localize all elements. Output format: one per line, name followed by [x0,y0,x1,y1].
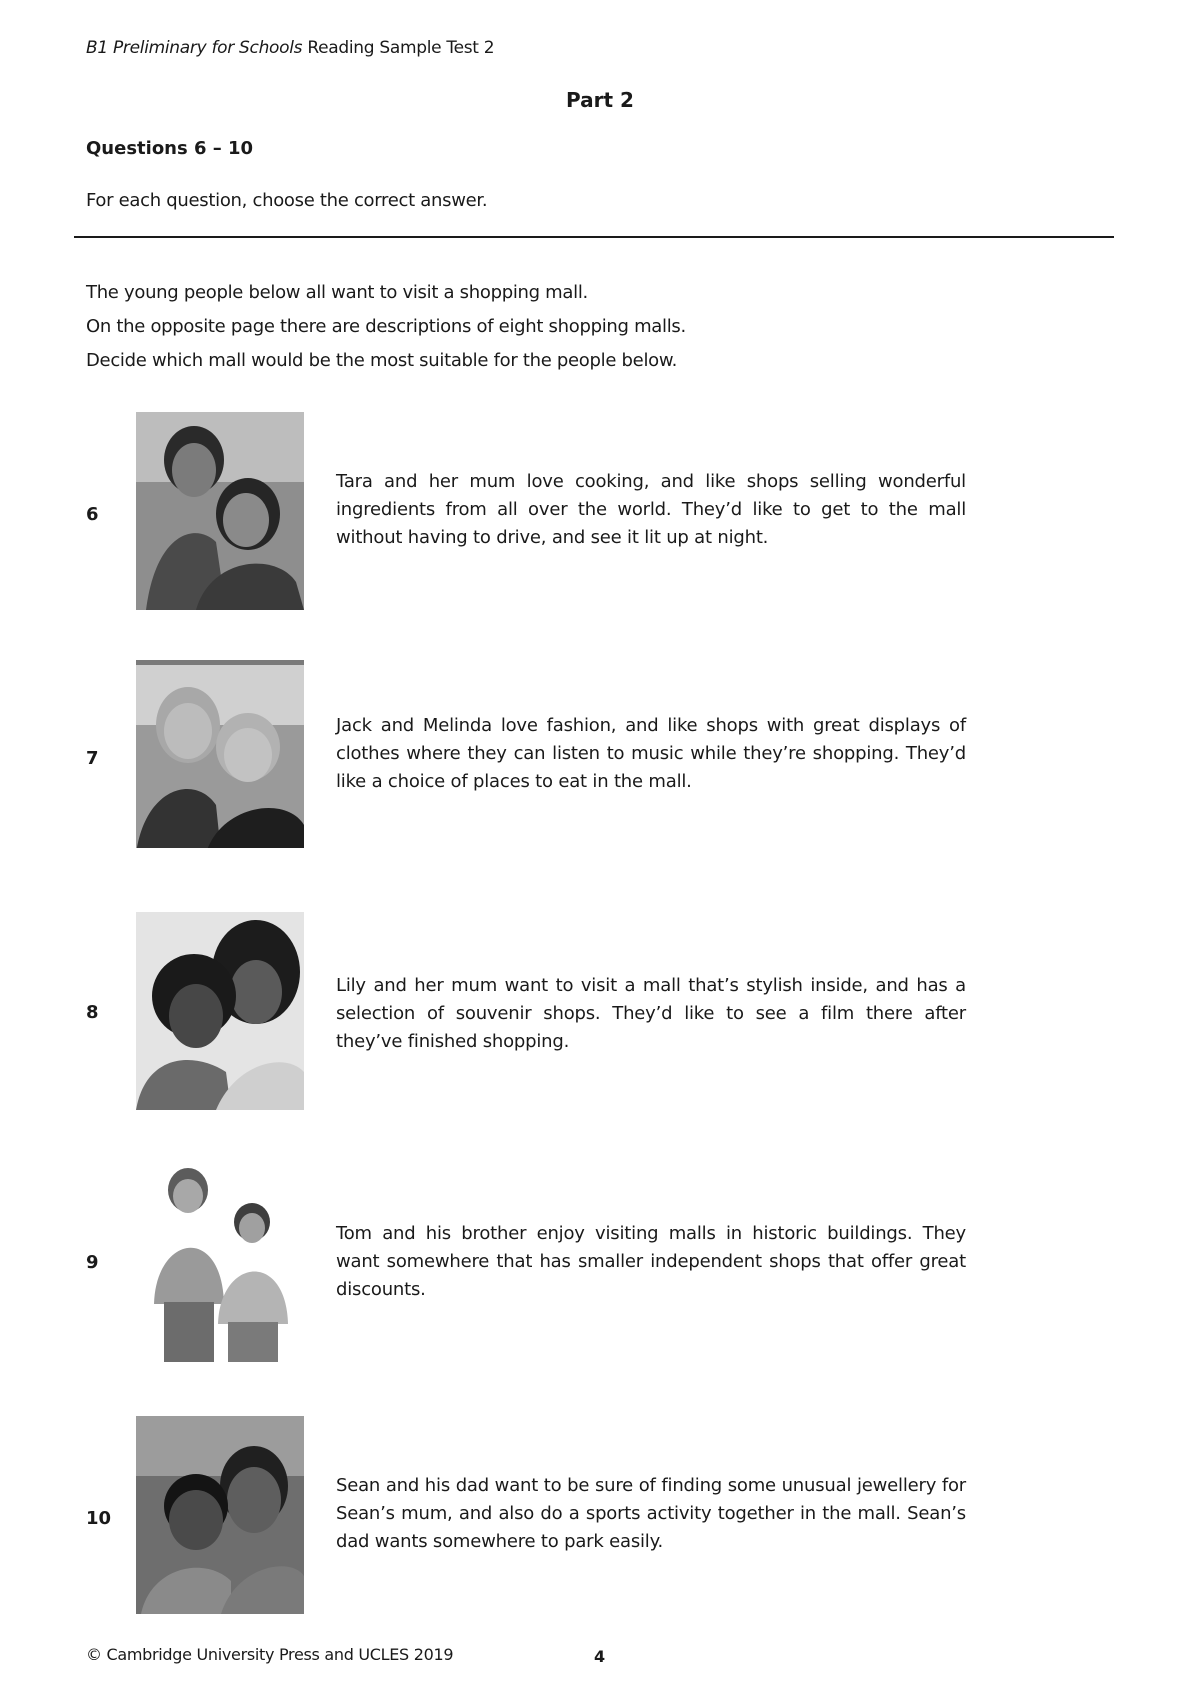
header-title-rest: Reading Sample Test 2 [307,38,495,58]
instruction-text: For each question, choose the correct answer. [86,190,488,211]
photo-father-son [136,1416,304,1614]
question-number: 9 [86,1252,99,1273]
photo-mother-daughter-hug [136,912,304,1110]
photo-two-brothers [136,1164,304,1362]
question-number: 8 [86,1002,99,1023]
intro-text [86,276,686,378]
part-title: Part 2 [566,88,634,112]
page-number: 4 [594,1647,606,1666]
intro-line: On the opposite page there are descriptions of eight shopping malls. [86,316,686,337]
divider-rule [74,236,1114,238]
intro-line: The young people below all want to visit a shopping mall. [86,282,588,303]
header-title-italic: B1 Preliminary for Schools [86,38,303,58]
question-text: Jack and Melinda love fashion, and like shops with great displays of clothes where they can listen to music while they’re shopping. They’d like a choice of places to eat in the mall. [336,715,966,792]
page-header [86,38,494,58]
question-number: 10 [86,1508,112,1529]
questions-range: Questions 6 – 10 [86,138,254,159]
question-number: 7 [86,748,99,769]
intro-line: Decide which mall would be the most suitable for the people below. [86,350,678,371]
copyright-footer: © Cambridge University Press and UCLES 2019 [86,1645,454,1664]
question-text: Sean and his dad want to be sure of finding some unusual jewellery for Sean’s mum, and also do a sports activity together in the mall. Sean’s dad wants somewhere to park easily. [336,1475,966,1552]
question-text: Lily and her mum want to visit a mall that’s stylish inside, and has a selection of souvenir shops. They’d like to see a film there after they’ve finished shopping. [336,975,966,1052]
question-text: Tom and his brother enjoy visiting malls in historic buildings. They want somewhere that has smaller independent shops that offer great discounts. [336,1223,966,1300]
photo-mother-daughter [136,412,304,610]
question-text: Tara and her mum love cooking, and like shops selling wonderful ingredients from all over the world. They’d like to get to the mall without having to drive, and see it lit up at night. [336,471,966,548]
question-number: 6 [86,504,99,525]
photo-two-teens [136,660,304,848]
